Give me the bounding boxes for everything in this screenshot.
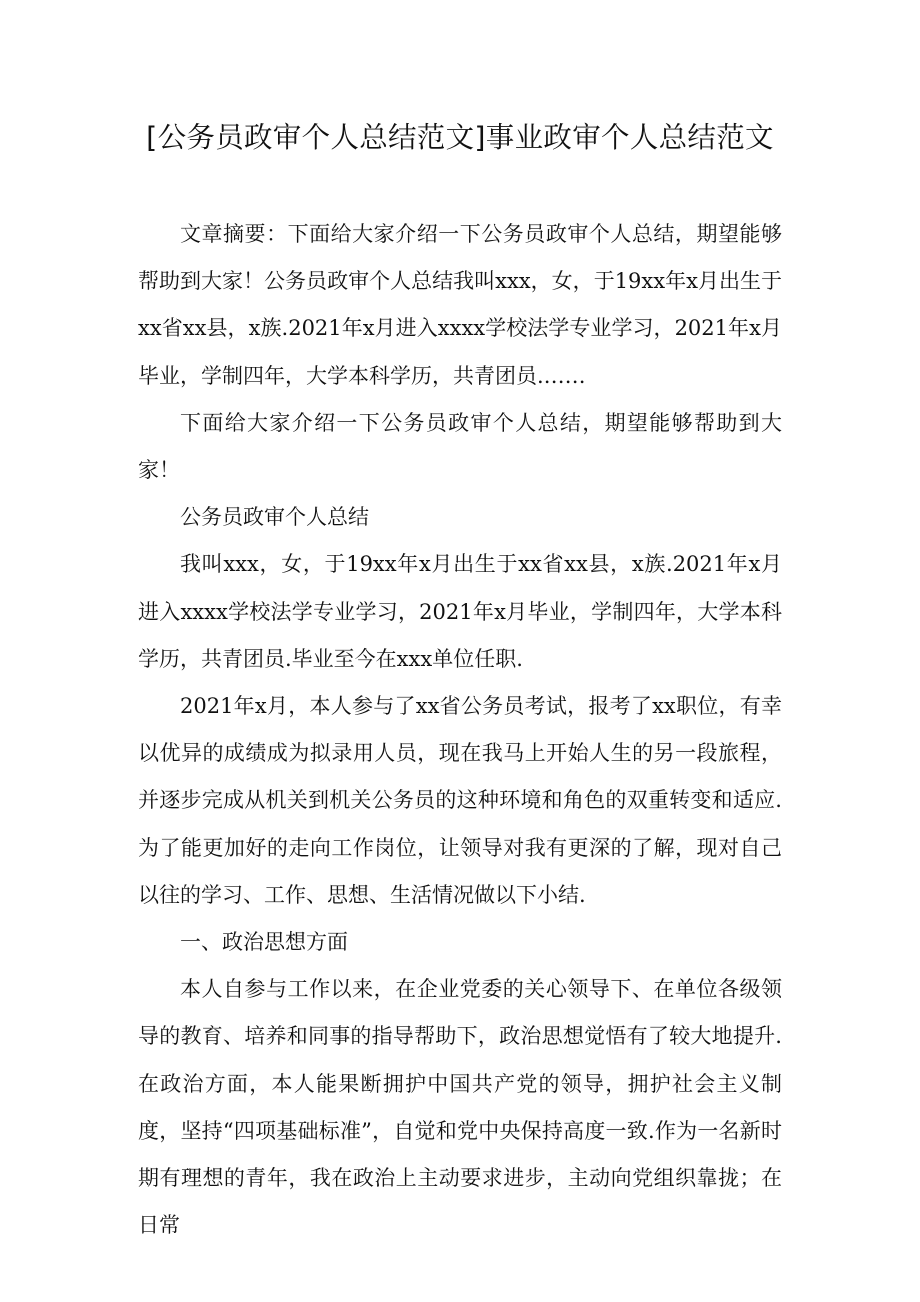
exam-paragraph: 2021年x月，本人参与了xx省公务员考试，报考了xx职位，有幸以优异的成绩成为拟录用人员，现在我马上开始人生的另一段旅程，并逐步完成从机关到机关公务员的这种环境和角色的双重转变和适应.为了能更加好的走向工作岗位，让领导对我有更深的了解，现对自己以往的学习、工作、思想、生活情况做以下小结. [138,694,782,907]
political-paragraph: 本人自参与工作以来，在企业党委的关心领导下、在单位各级领导的教育、培养和同事的指导帮助下，政治思想觉悟有了较大地提升.在政治方面，本人能果断拥护中国共产党的领导，拥护社会主义制度，坚持“四项基础标准”，自觉和党中央保持高度一致.作为一名新时期有理想的青年，我在政治上主动要求进步，主动向党组织靠拢；在日常 [138,977,782,1238]
document-title: [公务员政审个人总结范文]事业政审个人总结范文 [146,121,774,154]
section-heading: 公务员政审个人总结 [180,505,369,530]
abstract-paragraph: 文章摘要：下面给大家介绍一下公务员政审个人总结，期望能够帮助到大家！公务员政审个人总结我叫xxx，女，于19xx年x月出生于xx省xx县，x族.2021年x月进入xxxx学校法学专业学习，2021年x月毕业，学制四年，大学本科学历，共青团员.…… [138,222,782,388]
document-body [138,211,782,1249]
subsection-heading: 一、政治思想方面 [180,930,348,955]
intro-paragraph: 下面给大家介绍一下公务员政审个人总结，期望能够帮助到大家！ [138,410,782,483]
personal-info-paragraph: 我叫xxx，女，于19xx年x月出生于xx省xx县，x族.2021年x月进入xxxx学校法学专业学习，2021年x月毕业，学制四年，大学本科学历，共青团员.毕业至今在xxx单位任职. [138,552,782,671]
